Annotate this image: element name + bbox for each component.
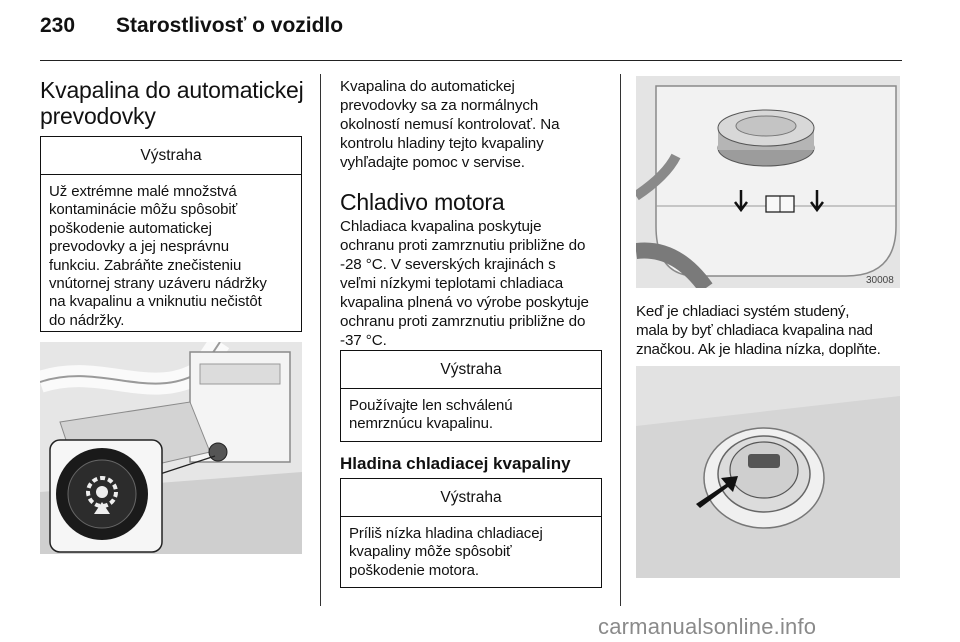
section-heading-engine-coolant: Chladivo motora xyxy=(340,189,505,215)
transmission-fluid-cap-illustration xyxy=(40,342,302,554)
page-header xyxy=(40,14,900,50)
warning-text: Príliš nízka hladina chladiacej kvapaliny môže spôsobiť poškodenie motora. xyxy=(349,525,543,579)
column-divider-right xyxy=(620,74,621,606)
warning-box-low-coolant xyxy=(340,478,602,588)
column-divider-left xyxy=(320,74,321,606)
transmission-fluid-intro: Kvapalina do automatickej prevodovky sa za normálnych okolností nemusí kontrolovať. Na kontrolu hladiny tejto kvapaliny vyhľadajte pomoc v servise. xyxy=(340,78,560,171)
warning-box-transmission xyxy=(40,136,302,332)
section-heading-transmission-fluid: Kvapalina do automatickej prevodovky xyxy=(40,77,304,129)
chapter-title: Starostlivosť o vozidlo xyxy=(116,14,344,37)
warning-title: Výstraha xyxy=(341,479,601,517)
warning-text: Už extrémne malé množstvá kontaminácie môžu spôsobiť poškodenie automatickej prevodovky a jej nesprávnu funkciu. Zabráňte znečisteniu vnútornej strany uzáveru nádržky na kvapalinu a vniknutiu nečistôt do nádržky. xyxy=(49,183,267,329)
engine-bay-drawing xyxy=(40,342,302,554)
filler-neck-drawing xyxy=(636,366,900,578)
coolant-filler-neck-illustration xyxy=(636,366,900,578)
warning-title: Výstraha xyxy=(41,137,301,175)
header-rule xyxy=(40,60,902,61)
coolant-reservoir-illustration xyxy=(636,76,900,288)
subheading-coolant-level: Hladina chladiacej kvapaliny xyxy=(340,454,571,473)
watermark: carmanualsonline.info xyxy=(598,614,817,639)
coolant-body-text: Chladiaca kvapalina poskytuje ochranu proti zamrznutiu približne do -28 °C. V severských krajinách s veľmi nízkymi teplotami chladiaca kvapalina plnená vo výrobe poskytuje ochranu proti zamrznutiu približne do -37 °C. xyxy=(340,218,589,349)
warning-text: Používajte len schválenú nemrznúcu kvapalinu. xyxy=(349,397,513,433)
coolant-reservoir-drawing xyxy=(636,76,900,288)
warning-box-antifreeze xyxy=(340,350,602,442)
figure-number: 30008 xyxy=(866,275,894,286)
coolant-level-instruction: Keď je chladiaci systém studený, mala by byť chladiaca kvapalina nad značkou. Ak je hladina nízka, doplňte. xyxy=(636,303,881,358)
warning-title: Výstraha xyxy=(341,351,601,389)
page-number: 230 xyxy=(40,14,76,37)
